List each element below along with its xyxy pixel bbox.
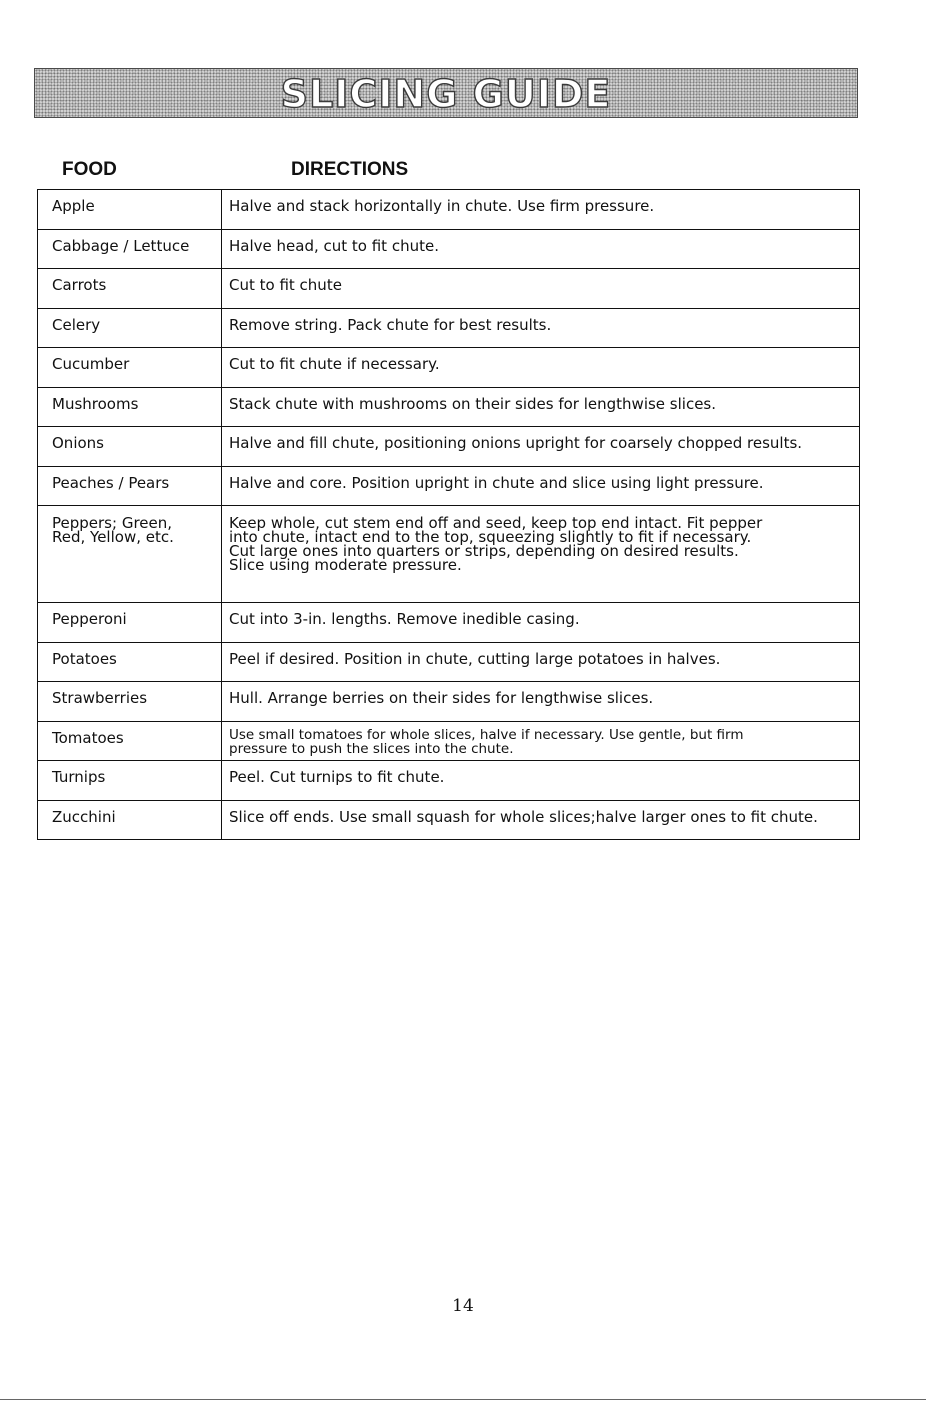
directions-cell: Hull. Arrange berries on their sides for lengthwise slices.: [222, 682, 860, 722]
directions-cell: Slice off ends. Use small squash for whole slices;halve larger ones to fit chute.: [222, 800, 860, 840]
table-row: [38, 387, 860, 427]
directions-cell: Halve head, cut to fit chute.: [222, 229, 860, 269]
directions-cell: Halve and core. Position upright in chute and slice using light pressure.: [222, 466, 860, 506]
table-row: [38, 800, 860, 840]
table-row: [38, 682, 860, 722]
directions-cell: Stack chute with mushrooms on their sides for lengthwise slices.: [222, 387, 860, 427]
food-cell: Strawberries: [38, 682, 222, 722]
food-cell: Tomatoes: [38, 721, 222, 761]
table-row: [38, 190, 860, 230]
table-row: [38, 229, 860, 269]
directions-cell: Use small tomatoes for whole slices, halve if necessary. Use gentle, but firm pressure to push the slices into the chute.: [222, 721, 860, 761]
food-cell: Carrots: [38, 269, 222, 309]
directions-cell: Halve and fill chute, positioning onions upright for coarsely chopped results.: [222, 427, 860, 467]
directions-cell: Remove string. Pack chute for best results.: [222, 308, 860, 348]
food-cell: Potatoes: [38, 642, 222, 682]
directions-cell: Cut to fit chute: [222, 269, 860, 309]
table-row: [38, 308, 860, 348]
title-banner: [34, 68, 858, 118]
table-row: [38, 466, 860, 506]
directions-cell: Peel if desired. Position in chute, cutting large potatoes in halves.: [222, 642, 860, 682]
table-row: [38, 348, 860, 388]
food-column-header: FOOD: [62, 159, 117, 180]
directions-cell: Cut into 3-in. lengths. Remove inedible casing.: [222, 603, 860, 643]
food-cell: Apple: [38, 190, 222, 230]
food-cell: Zucchini: [38, 800, 222, 840]
bottom-divider: [0, 1399, 926, 1400]
directions-cell: Cut to fit chute if necessary.: [222, 348, 860, 388]
food-cell: Cucumber: [38, 348, 222, 388]
food-cell: Peaches / Pears: [38, 466, 222, 506]
food-cell: Onions: [38, 427, 222, 467]
food-cell: Mushrooms: [38, 387, 222, 427]
food-cell: Turnips: [38, 761, 222, 801]
table-row: [38, 269, 860, 309]
table-row: [38, 642, 860, 682]
food-cell: Peppers; Green, Red, Yellow, etc.: [38, 506, 222, 603]
directions-column-header: DIRECTIONS: [291, 159, 409, 180]
table-row: [38, 506, 860, 603]
table-row: [38, 427, 860, 467]
food-cell: Cabbage / Lettuce: [38, 229, 222, 269]
slicing-guide-table: [37, 189, 860, 840]
food-cell: Pepperoni: [38, 603, 222, 643]
food-cell: Celery: [38, 308, 222, 348]
page-number: 14: [452, 1296, 474, 1316]
table-row: [38, 721, 860, 761]
table-row: [38, 761, 860, 801]
table-row: [38, 603, 860, 643]
page-title: SLICING GUIDE: [280, 72, 612, 116]
directions-cell: Peel. Cut turnips to fit chute.: [222, 761, 860, 801]
directions-cell: Halve and stack horizontally in chute. Use firm pressure.: [222, 190, 860, 230]
directions-cell: Keep whole, cut stem end off and seed, keep top end intact. Fit pepper into chute, intact end to the top, squeezing slightly to fit if necessary. Cut large ones into quarters or strips, depending on desired results. Slice using moderate pressure.: [222, 506, 860, 603]
